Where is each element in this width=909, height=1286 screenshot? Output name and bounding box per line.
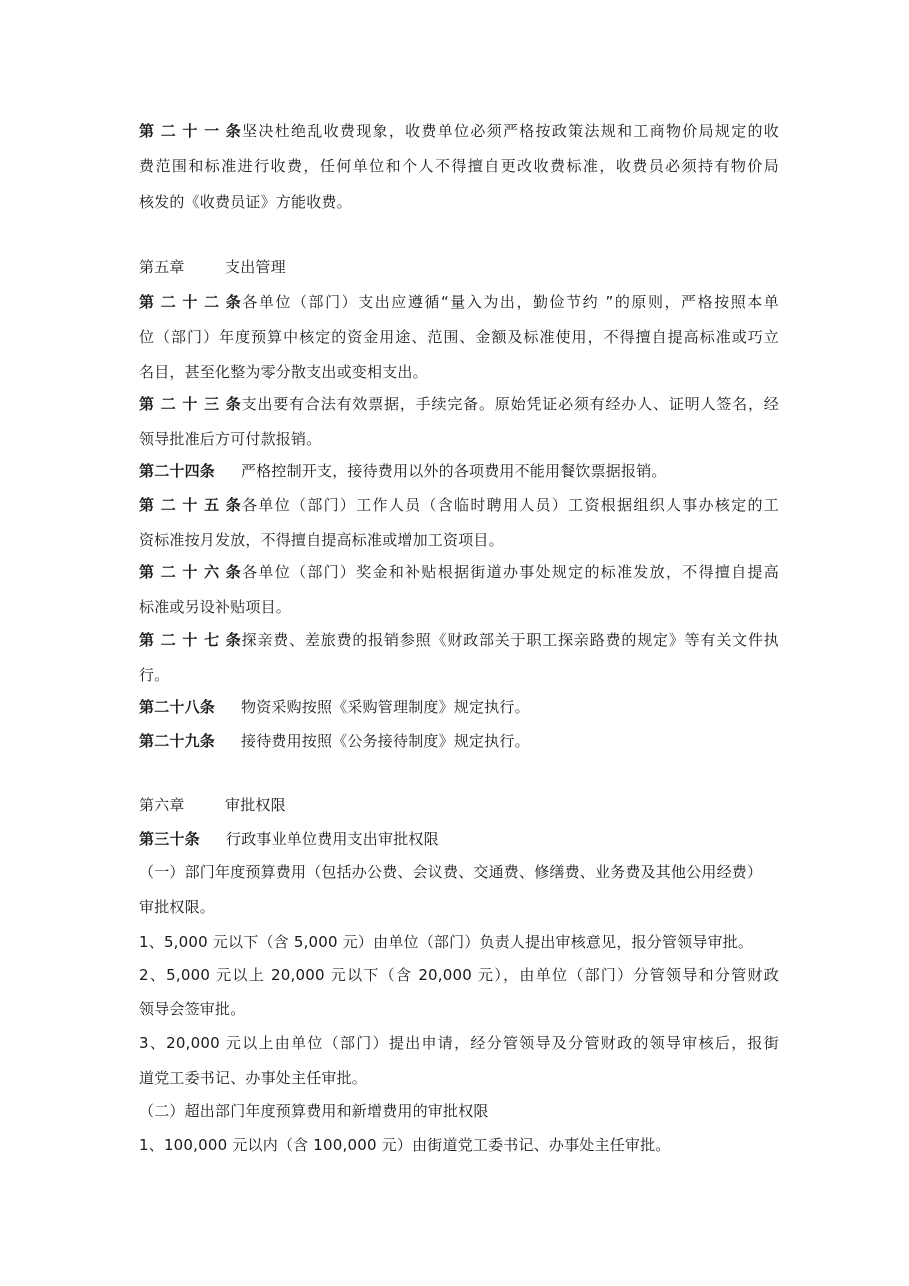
article-30-label: 第三十条 xyxy=(139,830,200,848)
article-27-label: 第二十七条 xyxy=(139,631,241,649)
item-2-line-2: 领导会签审批。 xyxy=(139,1000,246,1018)
article-25-line-2: 资标准按月发放，不得擅自提高标准或增加工资项目。 xyxy=(139,531,504,549)
section-1-line-1: （一）部门年度预算费用（包括办公费、会议费、交通费、修缮费、业务费及其他公用经费） xyxy=(139,863,763,881)
article-22-line-2: 位（部门）年度预算中核定的资金用途、范围、金额及标准使用，不得擅自提高标准或巧立 xyxy=(139,328,779,346)
article-23-line-2: 领导批准后方可付款报销。 xyxy=(139,430,322,448)
article-27-line-1: 第二十七条探亲费、差旅费的报销参照《财政部关于职工探亲路费的规定》等有关文件执 xyxy=(139,631,779,649)
article-30-line-1: 第三十条 行政事业单位费用支出审批权限 xyxy=(139,830,439,848)
item-1-line-1: 1、5,000 元以下（含 5,000 元）由单位（部门）负责人提出审核意见，报分管领导审批。 xyxy=(139,933,754,951)
article-26-line-1: 第二十六条各单位（部门）奖金和补贴根据街道办事处规定的标准发放，不得擅自提高 xyxy=(139,563,779,581)
article-25-line-1: 第二十五条各单位（部门）工作人员（含临时聘用人员）工资根据组织人事办核定的工 xyxy=(139,496,779,514)
article-28-label: 第二十八条 xyxy=(139,698,216,716)
article-29-label: 第二十九条 xyxy=(139,732,216,750)
article-21-label: 第二十一条 xyxy=(139,122,241,140)
article-27-line-2: 行。 xyxy=(139,666,170,684)
chapter-6-number: 第六章 xyxy=(139,796,185,814)
chapter-5-title: 支出管理 xyxy=(225,258,286,276)
article-22-line-3: 名目，甚至化整为零分散支出或变相支出。 xyxy=(139,363,428,381)
section-1-line-2: 审批权限。 xyxy=(139,898,216,916)
section-2-line-1: （二）超出部门年度预算费用和新增费用的审批权限 xyxy=(139,1102,489,1120)
article-24-label: 第二十四条 xyxy=(139,462,216,480)
item-3-line-1: 3、20,000 元以上由单位（部门）提出申请，经分管领导及分管财政的领导审核后，报街 xyxy=(139,1034,779,1052)
article-21-line-1: 第二十一条坚决杜绝乱收费现象，收费单位必须严格按政策法规和工商物价局规定的收 xyxy=(139,122,779,140)
article-25-label: 第二十五条 xyxy=(139,496,241,514)
article-26-line-2: 标准或另设补贴项目。 xyxy=(139,598,292,616)
article-22-label: 第二十二条 xyxy=(139,293,241,311)
article-29-line-1: 第二十九条 接待费用按照《公务接待制度》规定执行。 xyxy=(139,732,530,750)
item-4-line-1: 1、100,000 元以内（含 100,000 元）由街道党工委书记、办事处主任审批。 xyxy=(139,1136,671,1154)
article-23-line-1: 第二十三条支出要有合法有效票据，手续完备。原始凭证必须有经办人、证明人签名，经 xyxy=(139,395,779,413)
article-28-line-1: 第二十八条 物资采购按照《采购管理制度》规定执行。 xyxy=(139,698,530,716)
article-21-line-2: 费范围和标准进行收费，任何单位和个人不得擅自更改收费标准，收费员必须持有物价局 xyxy=(139,157,779,175)
article-24-line-1: 第二十四条 严格控制开支，接待费用以外的各项费用不能用餐饮票据报销。 xyxy=(139,462,667,480)
chapter-5-heading xyxy=(139,257,779,277)
chapter-6-title: 审批权限 xyxy=(225,796,286,814)
chapter-5-number: 第五章 xyxy=(139,258,185,276)
item-3-line-2: 道党工委书记、办事处主任审批。 xyxy=(139,1069,368,1087)
chapter-6-heading xyxy=(139,795,779,815)
article-22-line-1: 第二十二条各单位（部门）支出应遵循“量入为出，勤俭节约 ”的原则，严格按照本单 xyxy=(139,293,779,311)
article-21-line-3: 核发的《收费员证》方能收费。 xyxy=(139,193,352,211)
article-23-label: 第二十三条 xyxy=(139,395,241,413)
item-2-line-1: 2、5,000 元以上 20,000 元以下（含 20,000 元），由单位（部门）分管领导和分管财政 xyxy=(139,966,779,984)
article-26-label: 第二十六条 xyxy=(139,563,241,581)
